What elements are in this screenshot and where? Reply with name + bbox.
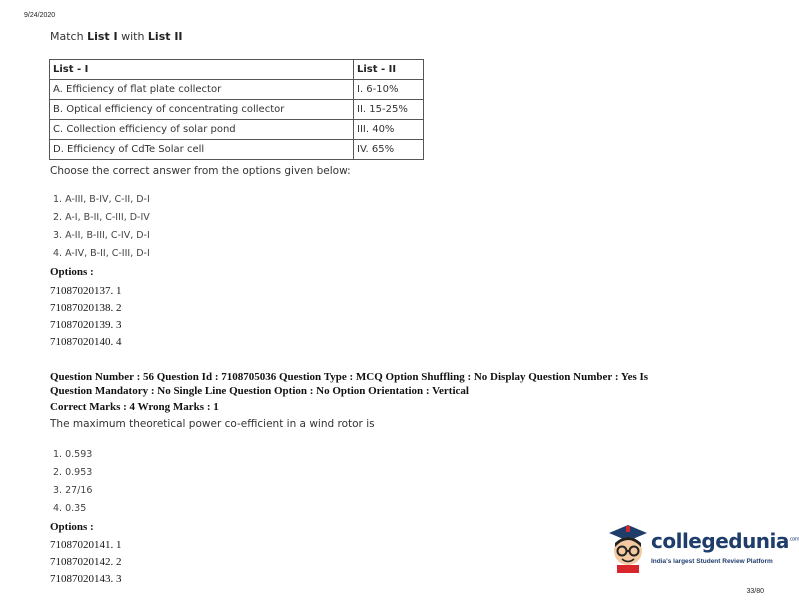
option-ids-q1: [50, 283, 122, 351]
list-item: 1. A-III, B-IV, C-II, D-I: [53, 194, 150, 205]
options-label-q2: Options :: [50, 521, 94, 533]
match-instruction: Match List I with List II: [50, 30, 183, 43]
table-row: [50, 80, 424, 100]
table-cell: IV. 65%: [354, 140, 424, 160]
question-meta: [50, 370, 648, 414]
table-cell: D. Efficiency of CdTe Solar cell: [50, 140, 354, 160]
option-ids-q2: [50, 537, 122, 588]
list-item: 71087020140. 4: [50, 336, 122, 348]
table-cell: I. 6-10%: [354, 80, 424, 100]
table-row: [50, 120, 424, 140]
list-item: 71087020142. 2: [50, 556, 122, 568]
question-marks: Correct Marks : 4 Wrong Marks : 1: [50, 401, 219, 413]
table-header-list2: List - II: [354, 60, 424, 80]
table-cell: III. 40%: [354, 120, 424, 140]
table-header-list1: List - I: [50, 60, 354, 80]
list-item: 1. 0.593: [53, 449, 93, 460]
table-cell: C. Collection efficiency of solar pond: [50, 120, 354, 140]
logo-tagline: India's largest Student Review Platform: [651, 558, 773, 565]
list-item: 2. A-I, B-II, C-III, D-IV: [53, 212, 150, 223]
table-header-row: [50, 60, 424, 80]
list-item: 71087020137. 1: [50, 285, 122, 297]
table-cell: A. Efficiency of flat plate collector: [50, 80, 354, 100]
list-item: 3. 27/16: [53, 485, 93, 496]
print-date: 9/24/2020: [24, 12, 56, 19]
collegedunia-logo: [607, 523, 799, 573]
answer-choices-q1: [53, 191, 150, 263]
table-cell: II. 15-25%: [354, 100, 424, 120]
mascot-icon: [607, 523, 649, 573]
match-table: [49, 59, 424, 160]
question-text: The maximum theoretical power co-efficient in a wind rotor is: [50, 418, 375, 430]
page-number: 33/80: [746, 588, 764, 595]
list-item: 2. 0.953: [53, 467, 93, 478]
question-meta-line: Question Mandatory : No Single Line Question Option : No Option Orientation : Vertical: [50, 385, 469, 397]
list-item: 71087020139. 3: [50, 319, 122, 331]
table-cell: B. Optical efficiency of concentrating collector: [50, 100, 354, 120]
options-label-q1: Options :: [50, 266, 94, 278]
list-item: 71087020141. 1: [50, 539, 122, 551]
choose-instruction: Choose the correct answer from the options given below:: [50, 165, 351, 177]
question-meta-line: Question Number : 56 Question Id : 7108705036 Question Type : MCQ Option Shuffling : No Display Question Number : Yes Is: [50, 371, 649, 383]
list-item: 71087020143. 3: [50, 573, 122, 585]
answer-choices-q2: [53, 446, 92, 518]
list-item: 3. A-II, B-III, C-IV, D-I: [53, 230, 150, 241]
list-item: 71087020138. 2: [50, 302, 122, 314]
list-item: 4. A-IV, B-II, C-III, D-I: [53, 248, 150, 259]
logo-wordmark: collegedunia$^{.com}$: [651, 529, 799, 553]
table-row: [50, 140, 424, 160]
table-row: [50, 100, 424, 120]
list-item: 4. 0.35: [53, 503, 87, 514]
